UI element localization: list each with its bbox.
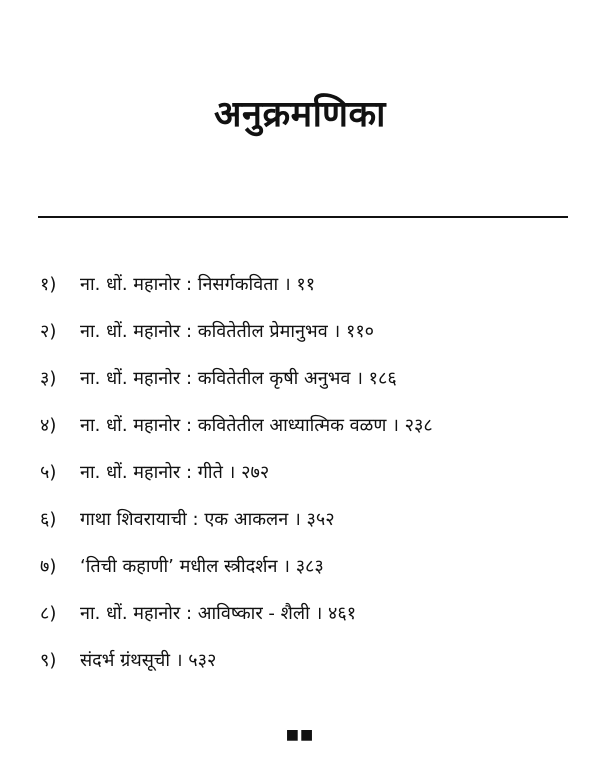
toc-item[interactable] [40,542,580,589]
divider [38,216,568,218]
toc-item-text: गाथा शिवरायाची : एक आकलन । ३५२ [80,508,335,530]
table-of-contents [40,260,580,683]
toc-item[interactable] [40,589,580,636]
toc-item-text: ना. धों. महानोर : गीते । २७२ [80,461,270,483]
toc-item[interactable] [40,448,580,495]
toc-item-number: ४) [40,414,57,436]
toc-item-number: ८) [40,602,57,624]
toc-item[interactable] [40,636,580,683]
toc-item-number: १) [40,273,57,295]
toc-item[interactable] [40,307,580,354]
toc-item-number: ९) [40,649,57,671]
toc-item-text: ना. धों. महानोर : कवितेतील कृषी अनुभव । १८६ [80,367,397,389]
toc-item-number: ६) [40,508,57,530]
toc-item-text: ना. धों. महानोर : निसर्गकविता । ११ [80,273,316,295]
toc-item-text: ना. धों. महानोर : कवितेतील आध्यात्मिक वळण । २३८ [80,414,433,436]
toc-item-number: २) [40,320,57,342]
toc-item-text: ‘तिची कहाणी’ मधील स्त्रीदर्शन । ३८३ [80,555,324,577]
toc-item-number: ५) [40,461,57,483]
toc-item[interactable] [40,260,580,307]
toc-item-text: ना. धों. महानोर : आविष्कार - शैली । ४६१ [80,602,357,624]
toc-item[interactable] [40,401,580,448]
toc-item-text: ना. धों. महानोर : कवितेतील प्रेमानुभव । ११० [80,320,375,342]
toc-item-number: ७) [40,555,57,577]
page-title: अनुक्रमणिका [214,94,386,135]
toc-item-text: संदर्भ ग्रंथसूची । ५३२ [80,649,217,671]
toc-item[interactable] [40,354,580,401]
toc-item-number: ३) [40,367,57,389]
end-ornament-icon: ■■ [285,727,315,743]
toc-item[interactable] [40,495,580,542]
